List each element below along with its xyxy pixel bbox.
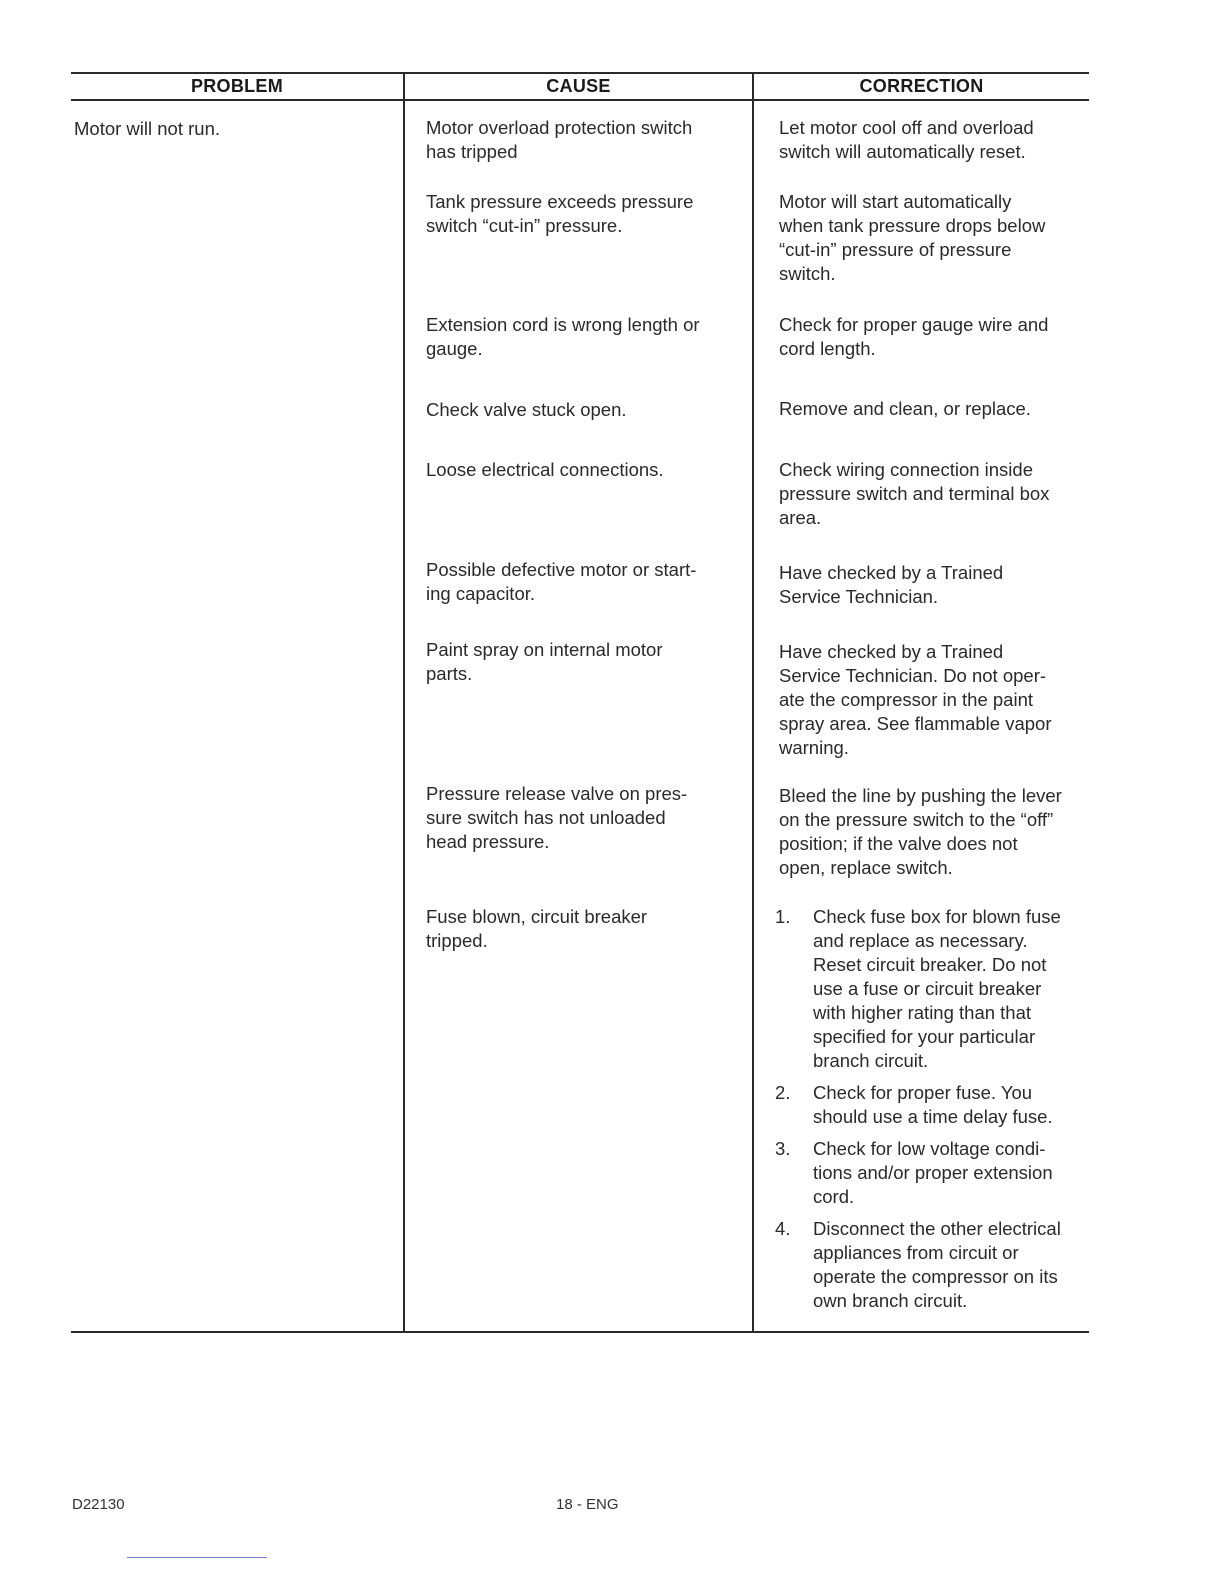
page-number: 18 - ENG [556, 1496, 619, 1513]
cause-cell [426, 190, 736, 238]
text-line: Check valve stuck open. [426, 399, 627, 420]
text-line: Let motor cool off and overload [779, 117, 1034, 138]
text-line: Pressure release valve on pres- [426, 783, 688, 804]
column-divider-1 [403, 72, 405, 1332]
text-line: Extension cord is wrong length or [426, 314, 700, 335]
text-line: switch will automatically reset. [779, 141, 1026, 162]
text-line: cord length. [779, 338, 876, 359]
list-number: 2. [775, 1082, 791, 1103]
table-bottom-rule [71, 1331, 1089, 1333]
text-line: specified for your particular [813, 1026, 1036, 1047]
text-line: spray area. See flammable vapor [779, 713, 1052, 734]
text-line: open, replace switch. [779, 857, 953, 878]
text-line: on the pressure switch to the “off” [779, 809, 1054, 830]
list-item [775, 905, 1089, 1073]
text-line: and replace as necessary. [813, 930, 1028, 951]
cause-cell [426, 638, 736, 686]
table-top-rule [71, 72, 1089, 74]
cause-cell [426, 458, 736, 482]
correction-cell [779, 784, 1089, 880]
text-line: Remove and clean, or replace. [779, 398, 1031, 419]
text-line: Check for proper gauge wire and [779, 314, 1049, 335]
correction-cell [779, 313, 1089, 361]
header-cause: CAUSE [546, 76, 611, 96]
text-line: Possible defective motor or start- [426, 559, 697, 580]
text-line: Reset circuit breaker. Do not [813, 954, 1047, 975]
correction-cell [779, 190, 1089, 286]
correction-numbered-list [775, 905, 1089, 1321]
text-line: Check for low voltage condi- [813, 1138, 1046, 1159]
footer-blue-rule [127, 1557, 267, 1558]
text-line: Loose electrical connections. [426, 459, 664, 480]
correction-cell [779, 397, 1089, 421]
text-line: use a fuse or circuit breaker [813, 978, 1042, 999]
header-correction: CORRECTION [859, 76, 984, 96]
text-line: area. [779, 507, 822, 528]
cause-cell [426, 313, 736, 361]
text-line: ing capacitor. [426, 583, 536, 604]
text-line: sure switch has not unloaded [426, 807, 666, 828]
text-line: Service Technician. Do not oper- [779, 665, 1047, 686]
text-line: tions and/or proper extension [813, 1162, 1053, 1183]
problem-text: Motor will not run. [74, 118, 220, 139]
text-line: when tank pressure drops below [779, 215, 1046, 236]
text-line: Motor will start automatically [779, 191, 1012, 212]
text-line: position; if the valve does not [779, 833, 1018, 854]
text-line: switch “cut-in” pressure. [426, 215, 623, 236]
text-line: Bleed the line by pushing the lever [779, 785, 1062, 806]
list-item [775, 1137, 1089, 1209]
text-line: pressure switch and terminal box [779, 483, 1050, 504]
text-line: head pressure. [426, 831, 550, 852]
text-line: tripped. [426, 930, 488, 951]
text-line: should use a time delay fuse. [813, 1106, 1053, 1127]
list-item [775, 1081, 1089, 1129]
list-item [775, 1217, 1089, 1313]
text-line: Disconnect the other electrical [813, 1218, 1061, 1239]
list-number: 1. [775, 906, 791, 927]
correction-cell [779, 640, 1089, 760]
header-problem: PROBLEM [190, 76, 284, 96]
text-line: Service Technician. [779, 586, 939, 607]
text-line: Tank pressure exceeds pressure [426, 191, 694, 212]
text-line: warning. [779, 737, 849, 758]
text-line: “cut-in” pressure of pressure [779, 239, 1012, 260]
cause-cell [426, 905, 736, 953]
cause-cell [426, 558, 736, 606]
cause-cell [426, 116, 736, 164]
correction-cell [779, 561, 1089, 609]
text-line: Check wiring connection inside [779, 459, 1033, 480]
correction-cell [779, 116, 1089, 164]
document-code: D22130 [72, 1496, 125, 1513]
text-line: has tripped [426, 141, 518, 162]
text-line: branch circuit. [813, 1050, 929, 1071]
text-line: gauge. [426, 338, 483, 359]
text-line: Paint spray on internal motor [426, 639, 663, 660]
text-line: Fuse blown, circuit breaker [426, 906, 648, 927]
text-line: own branch circuit. [813, 1290, 968, 1311]
list-number: 4. [775, 1218, 791, 1239]
text-line: appliances from circuit or [813, 1242, 1019, 1263]
text-line: switch. [779, 263, 836, 284]
text-line: with higher rating than that [813, 1002, 1032, 1023]
text-line: Check for proper fuse. You [813, 1082, 1033, 1103]
text-line: cord. [813, 1186, 855, 1207]
correction-cell [779, 458, 1089, 530]
text-line: Motor overload protection switch [426, 117, 693, 138]
text-line: Have checked by a Trained [779, 562, 1004, 583]
column-divider-2 [752, 72, 754, 1332]
text-line: Have checked by a Trained [779, 641, 1004, 662]
text-line: operate the compressor on its [813, 1266, 1058, 1287]
text-line: Check fuse box for blown fuse [813, 906, 1061, 927]
cause-cell [426, 782, 736, 854]
cause-cell [426, 398, 736, 422]
text-line: ate the compressor in the paint [779, 689, 1034, 710]
list-number: 3. [775, 1138, 791, 1159]
text-line: parts. [426, 663, 473, 684]
table-header-rule [71, 99, 1089, 101]
